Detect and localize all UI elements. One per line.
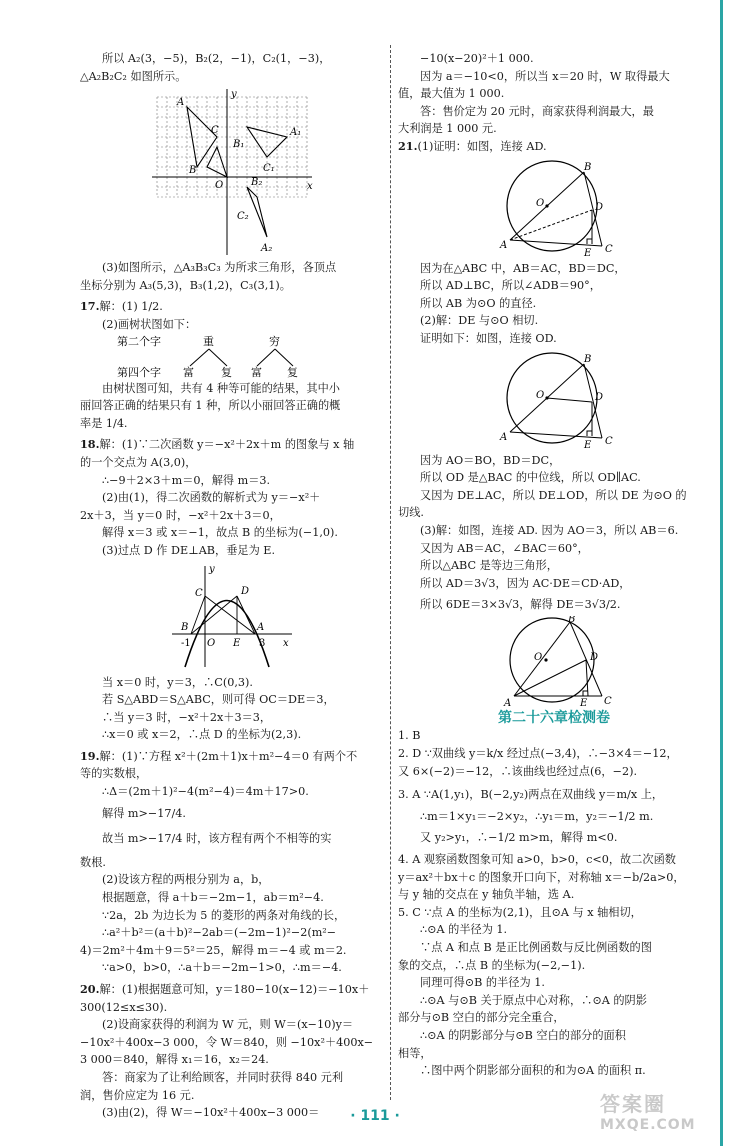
svg-text:-1: -1	[181, 637, 191, 649]
answer-line: 同理可得⊙B 的半径为 1.	[420, 976, 545, 990]
svg-text:A₁: A₁	[290, 127, 302, 139]
text-line: 答：售价定为 20 元时，商家获得利润最大，最	[420, 104, 654, 118]
svg-text:D: D	[590, 651, 599, 663]
svg-text:富: 富	[251, 365, 262, 379]
text: 解：(1)∵二次函数 y＝−x²＋2x＋m 的图象与 x 轴	[99, 438, 355, 452]
text-line: 因为在△ABC 中，AB＝AC，BD＝DC，	[420, 261, 626, 275]
svg-text:O: O	[536, 389, 545, 401]
text-line: (3)如图所示，△A₃B₃C₃ 为所求三角形，各顶点	[102, 261, 337, 275]
answer-line: ∴图中两个阴影部分面积的和为⊙A 的面积 π.	[420, 1064, 646, 1078]
text-line: ∵2a，2b 为边长为 5 的菱形的两条对角线的长，	[102, 908, 346, 922]
svg-text:A: A	[504, 697, 512, 708]
answer-line: ∴⊙A 与⊙B 关于原点中心对称，∴⊙A 的阴影	[420, 993, 647, 1007]
page-number: · 111 ·	[350, 1108, 400, 1124]
text-line: ∴a²＋b²＝(a＋b)²−2ab＝(−2m−1)²−2(m²−	[102, 926, 337, 940]
right-column	[398, 50, 710, 1080]
svg-text:A: A	[500, 431, 508, 443]
svg-text:O: O	[536, 197, 545, 209]
svg-text:A: A	[500, 239, 508, 251]
question-number: 21.	[398, 138, 418, 153]
text-line: 300(12≤x≤30).	[80, 1000, 168, 1014]
svg-text:A₂: A₂	[261, 243, 273, 255]
svg-text:C₁: C₁	[263, 163, 275, 175]
text-line: 大利润是 1 000 元.	[398, 122, 497, 136]
answer-line: y＝ax²＋bx＋c 的图象开口向下，对称轴 x＝−b/2a>0，	[398, 870, 685, 884]
answer-line: 部分与⊙B 空白的部分完全重合，	[398, 1011, 565, 1025]
question-number: 20.	[80, 982, 100, 996]
svg-text:B: B	[584, 353, 592, 365]
text-line: 答：商家为了让利给顾客，并同时获得 840 元利	[102, 1070, 344, 1084]
circle-figure-2	[484, 350, 624, 450]
svg-text:B₂: B₂	[251, 177, 263, 189]
svg-text:第二个字: 第二个字	[117, 334, 161, 348]
text-line: ∵a>0，b>0，∴a＋b＝−2m−1>0，∴m＝−4.	[102, 961, 342, 975]
svg-text:富: 富	[183, 365, 194, 379]
svg-text:C: C	[604, 695, 612, 707]
text-line: 丽回答正确的结果只有 1 种，所以小丽回答正确的概	[80, 399, 341, 413]
chapter-title: 第二十六章检测卷	[498, 709, 610, 726]
text-line: 所以 6DE＝3×3√3，解得 DE＝3√3/2.	[420, 598, 621, 612]
svg-text:B: B	[189, 165, 197, 177]
text: 解：(1)根据题意可知，y＝180−10(x−12)＝−10x＋	[99, 983, 370, 996]
text-line: (2)设商家获得的利润为 W 元，则 W＝(x−10)y＝	[102, 1018, 354, 1032]
svg-text:D: D	[595, 391, 604, 403]
watermark	[600, 1088, 740, 1140]
answer-line: ∴⊙A 的半径为 1.	[420, 923, 508, 937]
svg-text:B: B	[568, 615, 576, 625]
circle-figure-3	[484, 616, 624, 708]
text-line: 3 000＝840，解得 x₁＝16，x₂＝24.	[80, 1053, 269, 1067]
text: 解：(1) 1/2.	[99, 300, 163, 314]
text-line: (2)由(1)，得二次函数的解析式为 y＝−x²＋	[102, 491, 321, 505]
answer-line: ∵点 A 和点 B 是正比例函数与反比例函数的图	[420, 941, 652, 954]
text-line: −10x²＋400x−3 000，令 W＝840，则 −10x²＋400x−	[80, 1035, 374, 1049]
svg-text:复: 复	[287, 365, 298, 379]
answer-line: 相等，	[398, 1046, 432, 1060]
text-line: (3)由(2)，得 W＝−10x²＋400x−3 000＝	[102, 1106, 320, 1120]
text-line: 4)＝2m²＋4m＋9＝5²＝25，解得 m＝−4 或 m＝2.	[80, 943, 347, 957]
svg-text:3: 3	[259, 637, 266, 649]
q21-line	[398, 138, 710, 156]
svg-text:B: B	[181, 621, 189, 633]
answer-line: 又 6×(−2)＝−12，∴该曲线也经过点(6，−2).	[398, 764, 638, 778]
answer-line: 与 y 轴的交点在 y 轴负半轴，选 A.	[398, 888, 575, 902]
text-line: (3)过点 D 作 DE⊥AB，垂足为 E.	[102, 543, 276, 557]
svg-text:E: E	[233, 637, 241, 649]
text-line: 坐标分别为 A₃(5,3)，B₃(1,2)，C₃(3,1)。	[80, 278, 291, 292]
svg-text:重: 重	[203, 334, 214, 348]
svg-text:y: y	[209, 563, 215, 575]
svg-text:y: y	[231, 89, 237, 101]
text-line: 故当 m>−17/4 时，该方程有两个不相等的实	[102, 832, 332, 846]
text-line: 根据题意，得 a＋b＝−2m−1，ab＝m²−4.	[102, 891, 324, 905]
svg-text:穷: 穷	[269, 334, 280, 348]
text-line: 率是 1/4.	[80, 416, 128, 430]
circle-figure-1	[484, 158, 624, 258]
text-line: 若 S△ABD＝S△ABC，则可得 OC＝DE＝3，	[102, 693, 335, 707]
parabola-figure	[167, 562, 297, 672]
text-line: ∴−9＋2×3＋m＝0，解得 m＝3.	[102, 473, 271, 487]
svg-text:C: C	[605, 435, 613, 447]
svg-text:C: C	[605, 243, 613, 255]
column-divider	[390, 45, 391, 1100]
question-number: 19.	[80, 748, 100, 763]
svg-text:B₁: B₁	[233, 139, 245, 151]
text-line: 切线.	[398, 506, 424, 520]
q20-line	[80, 981, 384, 999]
text-line: ∴x＝0 或 x＝2，∴点 D 的坐标为(2,3).	[102, 728, 302, 742]
text-line: 所以 AD＝3√3，因为 AC·DE＝CD·AD，	[420, 576, 631, 590]
text-line: △A₂B₂C₂ 如图所示。	[80, 69, 187, 83]
svg-text:x: x	[283, 637, 289, 649]
text-line: 润，售价应定为 16 元.	[80, 1088, 195, 1102]
text-line: 由树状图可知，共有 4 种等可能的结果，其中小	[102, 381, 340, 395]
svg-text:O: O	[215, 180, 224, 192]
text-line: 又因为 DE⊥AC，所以 DE⊥OD，所以 DE 为⊙O 的	[420, 488, 687, 502]
svg-text:第四个字: 第四个字	[117, 365, 161, 379]
text-line: 所以 AB 为⊙O 的直径.	[420, 296, 537, 310]
answer-line: ∴⊙A 的阴影部分与⊙B 空白的部分的面积	[420, 1028, 626, 1042]
question-number: 17.	[80, 299, 100, 314]
svg-text:A: A	[257, 621, 265, 633]
q19-line	[80, 748, 384, 766]
coordinate-grid-figure	[147, 87, 317, 257]
svg-text:E: E	[584, 247, 592, 258]
text-line: 证明如下：如图，连接 OD.	[420, 331, 557, 345]
text: 解：(1)∵方程 x²＋(2m＋1)x＋m²−4＝0 有两个不	[99, 749, 358, 763]
answer-line: 4. A 观察函数图象可知 a>0，b>0，c<0，故二次函数	[398, 853, 676, 867]
text-line: (2)解：DE 与⊙O 相切.	[420, 314, 539, 328]
text-line: 解得 m>−17/4.	[102, 806, 186, 820]
svg-text:E: E	[584, 439, 592, 450]
text-line: (2)画树状图如下：	[102, 317, 197, 331]
svg-text:C₂: C₂	[237, 211, 249, 223]
text-line: (3)解：如图，连接 AD. 因为 AO＝3，所以 AB＝6.	[420, 523, 679, 537]
svg-text:D: D	[595, 201, 604, 213]
watermark-line2: MXQE.COM	[600, 1117, 696, 1133]
text-line: 所以 A₂(3，−5)，B₂(2，−1)，C₂(1，−3)，	[102, 52, 331, 65]
svg-text:A: A	[177, 97, 185, 109]
q17-line	[80, 298, 384, 316]
text-line: 所以 AD⊥BC，所以∠ADB＝90°，	[420, 279, 601, 293]
svg-text:E: E	[580, 697, 588, 708]
text-line: 2x＋3，当 y＝0 时，−x²＋2x＋3＝0，	[80, 508, 281, 522]
svg-text:C: C	[195, 587, 203, 599]
q18-line	[80, 436, 384, 454]
text-line: −10(x−20)²＋1 000.	[420, 52, 534, 65]
page-edge-bar	[720, 0, 723, 1146]
text-line: 解得 x＝3 或 x＝−1，故点 B 的坐标为(−1,0).	[102, 526, 338, 540]
answer-line: 3. A ∵A(1,y₁)，B(−2,y₂)两点在双曲线 y＝m/x 上，	[398, 788, 664, 802]
question-number: 18.	[80, 437, 100, 452]
answer-line: 又 y₂>y₁，∴−1/2 m>m，解得 m<0.	[420, 831, 618, 845]
text-line: 当 x＝0 时，y＝3，∴C(0,3).	[102, 675, 253, 689]
text-line: 所以 OD 是△BAC 的中位线，所以 OD∥AC.	[420, 471, 641, 485]
text-line: ∴Δ＝(2m＋1)²−4(m²−4)＝4m＋17>0.	[102, 785, 309, 799]
watermark-line1: 答案圈	[600, 1092, 666, 1116]
answer-line: 5. C ∵点 A 的坐标为(2,1)，且⊙A 与 x 轴相切，	[398, 905, 642, 919]
answer-line: ∴m＝1×y₁＝−2×y₂，∴y₁＝m，y₂＝−1/2 m.	[420, 809, 654, 823]
text: (1)证明：如图，连接 AD.	[417, 139, 547, 153]
text-line: 又因为 AB＝AC，∠BAC＝60°，	[420, 541, 589, 555]
text-line: 因为 a＝−10<0，所以当 x＝20 时，W 取得最大	[420, 69, 670, 83]
svg-text:x: x	[307, 181, 313, 193]
svg-text:D: D	[241, 585, 250, 597]
text-line: 因为 AO＝BO，BD＝DC，	[420, 453, 561, 467]
answer-line: 象的交点，∴点 B 的坐标为(−2,−1).	[398, 958, 586, 972]
text-line: 值，最大值为 1 000.	[398, 87, 505, 101]
tree-diagram	[117, 334, 347, 380]
answer-line: 1. B	[398, 729, 421, 743]
text-line: 数根.	[80, 855, 106, 869]
svg-text:复: 复	[221, 365, 232, 379]
text-line: ∴当 y＝3 时，−x²＋2x＋3＝3，	[102, 710, 272, 724]
svg-text:O: O	[534, 651, 543, 663]
text-line: 等的实数根，	[80, 767, 148, 781]
svg-text:C: C	[211, 125, 219, 137]
left-column	[80, 50, 384, 1122]
svg-text:O: O	[207, 637, 216, 649]
text-line: 的一个交点为 A(3,0)，	[80, 455, 197, 469]
answer-line: 2. D ∵双曲线 y＝k/x 经过点(−3,4)，∴−3×4＝−12，	[398, 747, 678, 761]
text-line: 所以△ABC 是等边三角形，	[420, 559, 558, 573]
svg-text:B: B	[584, 161, 592, 173]
text-line: (2)设该方程的两根分别为 a，b，	[102, 873, 270, 887]
